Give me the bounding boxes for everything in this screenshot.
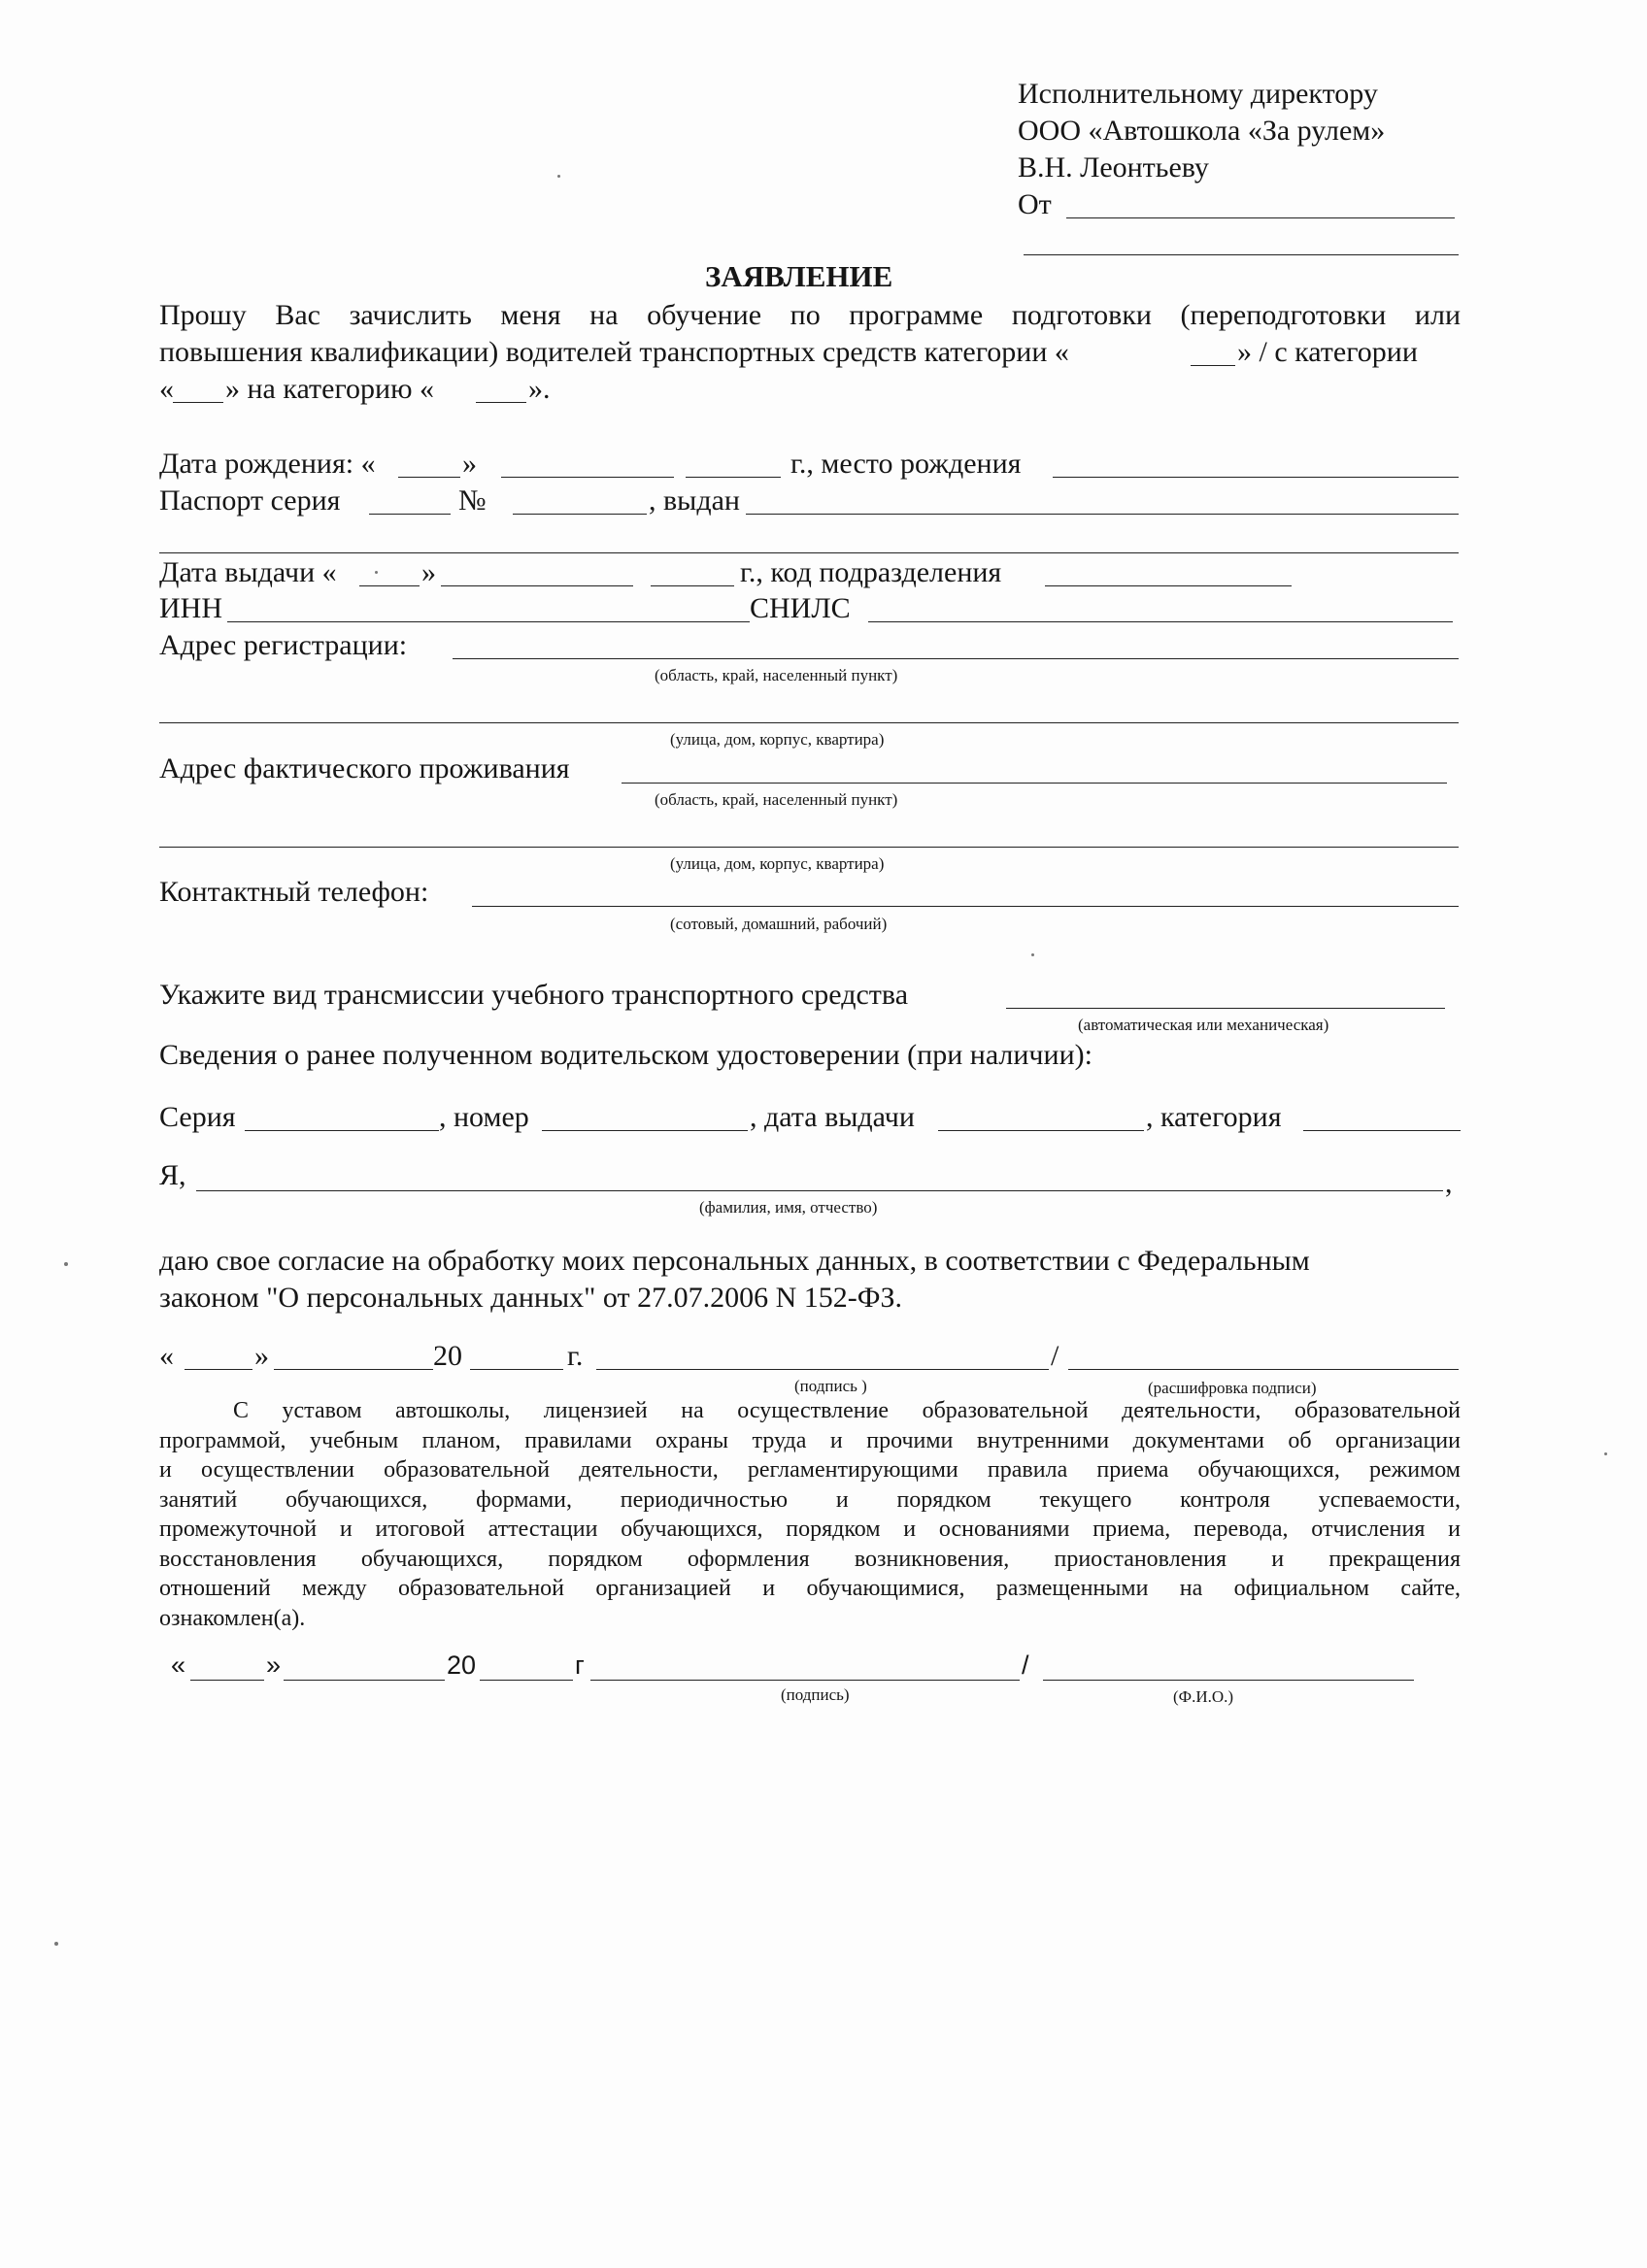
transmission-caption: (автоматическая или механическая)	[1078, 1016, 1329, 1034]
phone-caption: (сотовый, домашний, рабочий)	[670, 915, 888, 933]
issue-year-suffix: г., код подразделения	[740, 556, 1002, 588]
issued-by-field-2[interactable]	[159, 552, 1459, 553]
signature-field[interactable]	[596, 1369, 1049, 1370]
signature-caption: (подпись )	[794, 1377, 867, 1395]
scan-speck	[64, 1262, 68, 1266]
category-field-1[interactable]	[1191, 365, 1235, 366]
sign-slash: /	[1051, 1340, 1059, 1372]
ack-line-5: промежуточной и итоговой аттестации обучающихся, порядком и основаниями приема, перевода, отчисления и	[159, 1517, 1461, 1542]
reg-address-label: Адрес регистрации:	[159, 629, 408, 661]
issued-by-label: , выдан	[649, 484, 740, 517]
ack-signature-caption: (подпись)	[781, 1685, 850, 1704]
actual-region-caption: (область, край, населенный пункт)	[655, 790, 898, 809]
birth-year-field[interactable]	[686, 477, 781, 478]
addressee-line3: В.Н. Леонтьеву	[1018, 151, 1209, 183]
ack-line-8: ознакомлен(а).	[159, 1605, 306, 1631]
snils-label: СНИЛС	[750, 592, 851, 624]
actual-address-region-field[interactable]	[622, 783, 1447, 784]
scan-speck	[1031, 953, 1034, 956]
inn-field[interactable]	[227, 621, 750, 622]
snils-field[interactable]	[868, 621, 1453, 622]
from-name-field[interactable]	[1066, 217, 1455, 218]
from-name-field-2[interactable]	[1024, 254, 1459, 255]
request-line3c: ».	[528, 373, 551, 405]
license-series-field[interactable]	[245, 1130, 439, 1131]
issue-year-field[interactable]	[651, 585, 734, 586]
issued-by-field[interactable]	[746, 514, 1459, 515]
sign-century: 20	[433, 1340, 462, 1372]
request-line3b: » на категорию «	[225, 373, 434, 405]
ack-month-field[interactable]	[284, 1680, 445, 1681]
birth-day-field[interactable]	[398, 477, 460, 478]
from-label: От	[1018, 188, 1052, 220]
fio-caption: (фамилия, имя, отчество)	[699, 1198, 878, 1217]
issue-month-field[interactable]	[441, 585, 633, 586]
request-line1: Прошу Вас зачислить меня на обучение по программе подготовки (переподготовки или	[159, 299, 1461, 331]
license-category-label: , категория	[1146, 1101, 1282, 1133]
sign-date-open: «	[159, 1340, 174, 1372]
fullname-field[interactable]	[196, 1190, 1443, 1191]
request-line2b: » / с категории	[1237, 336, 1418, 368]
request-line2a: повышения квалификации) водителей транспортных средств категории «	[159, 336, 1069, 368]
license-category-field[interactable]	[1303, 1130, 1461, 1131]
consent-line2: законом "О персональных данных" от 27.07.2006 N 152-ФЗ.	[159, 1282, 902, 1314]
fullname-comma: ,	[1445, 1167, 1453, 1199]
scan-speck	[557, 175, 560, 178]
reg-street-caption: (улица, дом, корпус, квартира)	[670, 730, 885, 749]
birth-month-field[interactable]	[501, 477, 674, 478]
passport-number-field[interactable]	[513, 514, 647, 515]
sign-month-field[interactable]	[274, 1369, 433, 1370]
document-title: ЗАЯВЛЕНИЕ	[705, 259, 893, 293]
reg-address-street-field[interactable]	[159, 722, 1459, 723]
scan-speck	[375, 571, 378, 574]
inn-label: ИНН	[159, 592, 222, 624]
sign-year-suffix: г.	[567, 1340, 584, 1372]
passport-label: Паспорт серия	[159, 484, 341, 517]
category-to-field[interactable]	[476, 402, 526, 403]
ack-line-4: занятий обучающихся, формами, периодичностью и порядком текущего контроля успеваемости,	[159, 1486, 1461, 1513]
category-from-field[interactable]	[173, 402, 223, 403]
ack-fio-caption: (Ф.И.О.)	[1173, 1687, 1234, 1706]
sign-day-field[interactable]	[185, 1369, 252, 1370]
addressee-line1: Исполнительному директору	[1018, 78, 1378, 110]
license-series-label: Серия	[159, 1101, 236, 1133]
passport-no-label: №	[458, 484, 487, 517]
ack-day-field[interactable]	[190, 1680, 264, 1681]
consent-line1: даю свое согласие на обработку моих персональных данных, в соответствии с Федеральным	[159, 1245, 1310, 1277]
phone-field[interactable]	[472, 906, 1459, 907]
birth-place-field[interactable]	[1053, 477, 1459, 478]
license-date-label: , дата выдачи	[750, 1101, 915, 1133]
ack-signature-field[interactable]	[590, 1680, 1020, 1681]
birth-year-suffix: г., место рождения	[790, 448, 1022, 480]
signature-decoding-field[interactable]	[1068, 1369, 1459, 1370]
decoding-caption: (расшифровка подписи)	[1148, 1379, 1317, 1397]
ack-year-field[interactable]	[480, 1680, 573, 1681]
reg-region-caption: (область, край, населенный пункт)	[655, 666, 898, 684]
ack-fio-field[interactable]	[1043, 1680, 1414, 1681]
ack-date-close: »	[266, 1651, 282, 1680]
i-label: Я,	[159, 1159, 186, 1191]
reg-address-region-field[interactable]	[453, 658, 1459, 659]
ack-century: 20	[447, 1651, 477, 1680]
sign-date-close: »	[254, 1340, 269, 1372]
request-line3a: «	[159, 373, 174, 405]
issue-date-label: Дата выдачи «	[159, 556, 337, 588]
ack-line-2: программой, учебным планом, правилами охраны труда и прочими внутренними документами об организации	[159, 1427, 1461, 1453]
phone-label: Контактный телефон:	[159, 876, 429, 908]
license-date-field[interactable]	[938, 1130, 1144, 1131]
sign-year-field[interactable]	[470, 1369, 563, 1370]
actual-address-street-field[interactable]	[159, 847, 1459, 848]
license-number-field[interactable]	[542, 1130, 748, 1131]
ack-date-open: «	[171, 1651, 186, 1680]
ack-line-1: С уставом автошколы, лицензией на осуществление образовательной деятельности, образовательной	[233, 1398, 1461, 1423]
acknowledgement-paragraph	[159, 1396, 1461, 1633]
ack-line-3: и осуществлении образовательной деятельности, регламентирующими правила приема обучающихся, режимом	[159, 1457, 1461, 1483]
transmission-label: Укажите вид трансмиссии учебного транспортного средства	[159, 979, 909, 1011]
ack-line-7: отношений между образовательной организацией и обучающимися, размещенными на официальном сайте,	[159, 1576, 1461, 1601]
scan-speck	[54, 1942, 58, 1946]
division-code-field[interactable]	[1045, 585, 1292, 586]
ack-slash: /	[1022, 1651, 1029, 1680]
actual-street-caption: (улица, дом, корпус, квартира)	[670, 854, 885, 873]
addressee-line2: ООО «Автошкола «За рулем»	[1018, 115, 1386, 147]
actual-address-label: Адрес фактического проживания	[159, 752, 570, 784]
license-info-label: Сведения о ранее полученном водительском удостоверении (при наличии):	[159, 1039, 1092, 1071]
issue-date-close: »	[421, 556, 436, 588]
ack-year-suffix: г	[575, 1651, 585, 1680]
transmission-field[interactable]	[1006, 1008, 1445, 1009]
birth-date-label: Дата рождения: «	[159, 448, 376, 480]
passport-series-field[interactable]	[369, 514, 451, 515]
ack-line-6: восстановления обучающихся, порядком оформления возникновения, приостановления и прекращения	[159, 1546, 1461, 1572]
birth-date-close: »	[462, 448, 477, 480]
scan-speck	[1604, 1452, 1607, 1455]
issue-day-field[interactable]	[359, 585, 420, 586]
license-number-label: , номер	[439, 1101, 529, 1133]
